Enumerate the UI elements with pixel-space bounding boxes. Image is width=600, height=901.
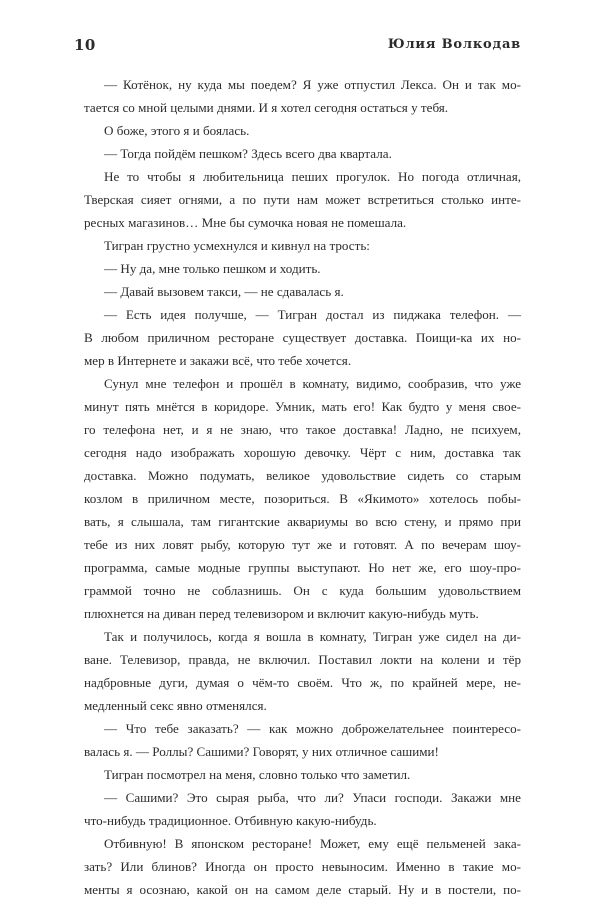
text-line: вать, я слышала, там гигантские аквариумы во всю стену, и прямо при [84,514,521,529]
text-line: — Есть идея получше, — Тигран достал из пиджака телефон. — [104,307,521,322]
text-line: валась я. — Роллы? Сашими? Говорят, у них отличное сашими! [84,744,439,759]
text-line: доставка. Можно подумать, великое удовольствие сидеть со старым [84,468,521,483]
text-line: плюхнется на диван перед телевизором и включит какую-нибудь муть. [84,606,479,621]
text-line: тается со мной целыми днями. И я хотел сегодня остаться у тебя. [84,100,449,115]
text-line: мер в Интернете и закажи всё, что тебе хочется. [84,353,352,368]
text-line: менты я осознаю, какой он на самом деле старый. Ну и в постели, по- [84,882,521,897]
text-line: зать? Или блинов? Иногда он просто невыносим. Именно в такие мо- [84,859,521,874]
text-line: Отбивную! В японском ресторане! Может, ему ещё пельменей зака- [104,836,521,851]
text-line: Не то чтобы я любительница пеших прогулок. Но погода отличная, [104,169,521,184]
text-line: Тигран грустно усмехнулся и кивнул на трость: [104,238,370,253]
text-line: ресных магазинов… Мне бы сумочка новая не помешала. [84,215,407,230]
text-line: надбровные дуги, думая о чём-то своём. Что ж, по крайней мере, не- [84,675,521,690]
text-line: Тверская сияет огнями, а по пути нам может встретиться столько инте- [84,192,521,207]
text-line: граммой точно не соблазнишь. Он с куда большим удовольствием [84,583,521,598]
page-number: 10 [74,36,96,54]
text-line: сегодня надо изображать хорошую девочку. Чёрт с ним, доставка так [84,445,521,460]
text-line: — Тогда пойдём пешком? Здесь всего два квартала. [104,146,392,161]
text-line: — Ну да, мне только пешком и ходить. [104,261,321,276]
body-text [84,73,521,901]
text-line: Тигран посмотрел на меня, словно только что заметил. [104,767,411,782]
text-line: — Котёнок, ну куда мы поедем? Я уже отпустил Лекса. Он и так мо- [104,77,521,92]
text-line: — Что тебе заказать? — как можно доброжелательнее поинтересо- [104,721,521,736]
text-line: минут пять мнётся в коридоре. Умник, мать его! Как будто у меня свое- [84,399,521,414]
running-head-author: Юлия Волкодав [387,37,521,52]
text-line: О боже, этого я и боялась. [104,123,250,138]
text-line: программа, самые модные группы выступают. Но нет же, его шоу-про- [84,560,521,575]
text-line: В любом приличном ресторане существует доставка. Поищи-ка их но- [84,330,521,345]
text-line: — Сашими? Это сырая рыба, что ли? Упаси господи. Закажи мне [104,790,521,805]
text-line: медленный секс явно отменялся. [84,698,267,713]
text-line: тебе из них ловят рыбу, которую тут же и готовят. А по вечерам шоу- [84,537,521,552]
text-line: — Давай вызовем такси, — не сдавалась я. [104,284,344,299]
text-line: го телефона нет, и я не знаю, что такое доставка! Ладно, не психуем, [84,422,521,437]
text-line: козлом в приличном месте, позориться. В «Якимото» хотелось побы- [84,491,521,506]
text-line: Сунул мне телефон и прошёл в комнату, видимо, сообразив, что уже [104,376,521,391]
text-line: Так и получилось, когда я вошла в комнату, Тигран уже сидел на ди- [104,629,521,644]
text-line: что-нибудь традиционное. Отбивную какую-нибудь. [84,813,377,828]
text-line: ване. Телевизор, правда, не включил. Поставил локти на колени и тёр [84,652,521,667]
